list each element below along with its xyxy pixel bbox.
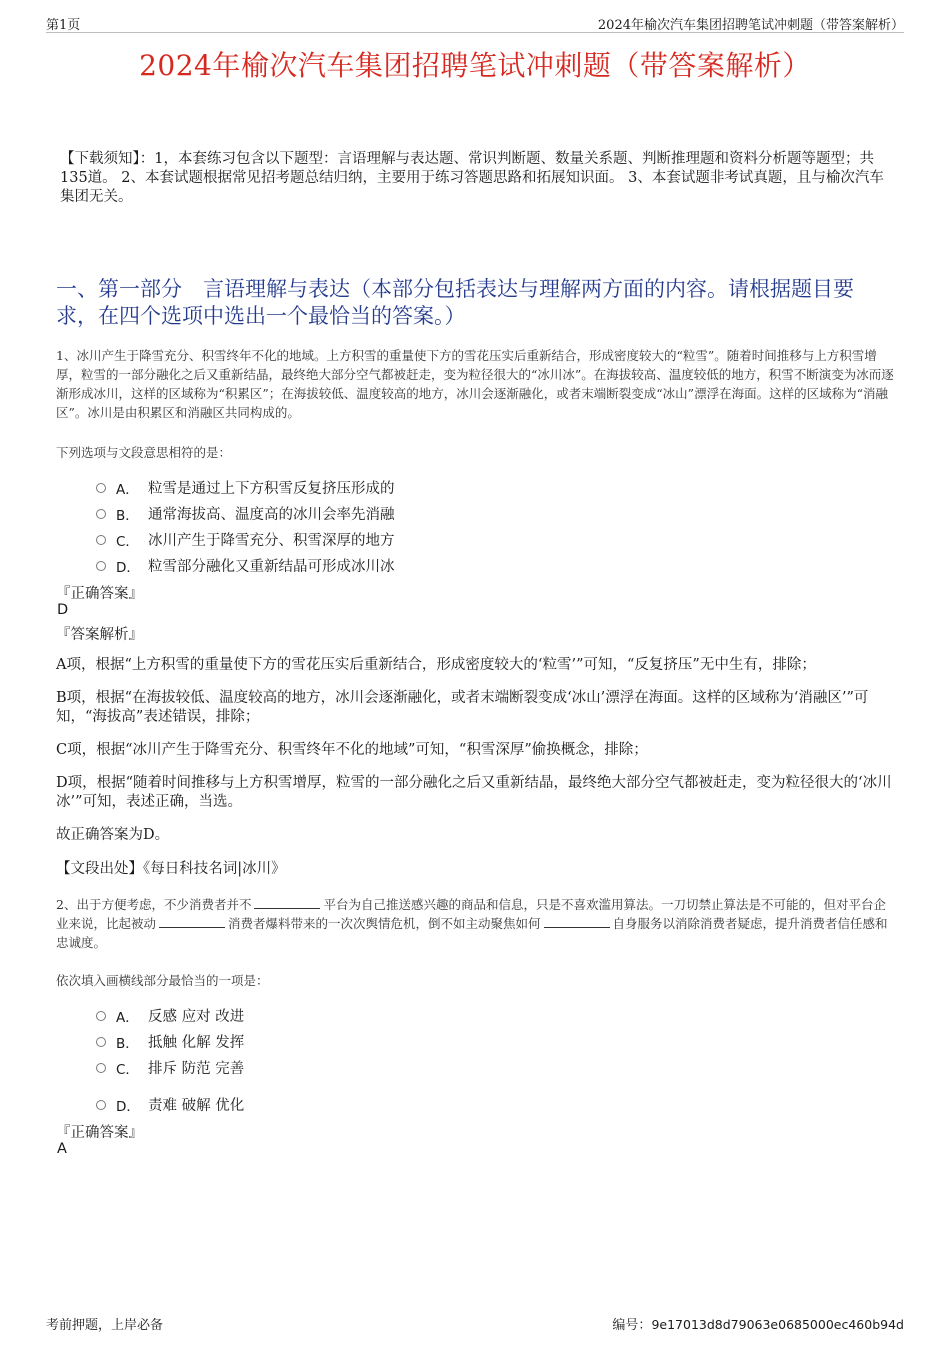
page-number: 第1页 bbox=[46, 18, 81, 33]
option-letter: C． bbox=[116, 1061, 139, 1078]
option-text: 抵触 化解 发挥 bbox=[148, 1035, 245, 1051]
question-1-prompt: 下列选项与文段意思相符的是： bbox=[56, 445, 232, 460]
footer-code-label: 编号： bbox=[612, 1318, 652, 1333]
header-doc-title: 2024年榆次汽车集团招聘笔试冲刺题（带答案解析） bbox=[597, 18, 904, 33]
q1-option-d[interactable] bbox=[96, 555, 395, 576]
document-title: 2024年榆次汽车集团招聘笔试冲刺题（带答案解析） bbox=[139, 49, 811, 82]
q1-analysis-a: A项，根据“上方积雪的重量使下方的雪花压实后重新结合，形成密度较大的‘粒雪’”可知，“反复挤压”无中生有，排除； bbox=[56, 657, 816, 673]
option-letter: B． bbox=[116, 1035, 139, 1052]
radio-icon[interactable] bbox=[96, 1037, 106, 1047]
radio-icon[interactable] bbox=[96, 509, 106, 519]
option-text: 通常海拔高、温度高的冰川会率先消融 bbox=[148, 507, 395, 523]
fill-blank-3[interactable] bbox=[544, 916, 610, 928]
q1-analysis-c: C项，根据“冰川产生于降雪充分、积雪终年不化的地域”可知，“积雪深厚”偷换概念，排除； bbox=[56, 742, 648, 758]
option-letter: B． bbox=[116, 507, 139, 524]
fill-blank-2[interactable] bbox=[159, 916, 225, 928]
option-letter: C． bbox=[116, 533, 139, 550]
radio-icon[interactable] bbox=[96, 1100, 106, 1110]
option-text: 粒雪部分融化又重新结晶可形成冰川冰 bbox=[148, 559, 395, 575]
q1-analysis-d: D项，根据“随着时间推移与上方积雪增厚，粒雪的一部分融化之后又重新结晶，最终绝大部分空气都被赶走，变为粒径很大的‘冰川冰’”可知，表述正确，当选。 bbox=[56, 775, 892, 810]
q1-answer: D bbox=[57, 602, 69, 618]
footer-code-value: 9e17013d8d79063e0685000ec460b94d bbox=[651, 1317, 904, 1332]
page-header bbox=[46, 14, 904, 33]
q2-option-c[interactable] bbox=[96, 1057, 244, 1078]
q2-option-b[interactable] bbox=[96, 1031, 244, 1052]
radio-icon[interactable] bbox=[96, 1063, 106, 1073]
option-text: 排斥 防范 完善 bbox=[148, 1061, 245, 1077]
option-letter: A． bbox=[116, 481, 139, 498]
q1-analysis-b: B项，根据“在海拔较低、温度较高的地方，冰川会逐渐融化，或者末端断裂变成‘冰山’漂浮在海面。这样的区域称为‘消融区’”可知，“海拔高”表述错误，排除； bbox=[56, 690, 869, 725]
q2-option-a[interactable] bbox=[96, 1005, 244, 1026]
fill-blank-1[interactable] bbox=[254, 897, 320, 909]
radio-icon[interactable] bbox=[96, 561, 106, 571]
radio-icon[interactable] bbox=[96, 535, 106, 545]
download-notice: 【下载须知】：1，本套练习包含以下题型：言语理解与表达题、常识判断题、数量关系题、判断推理题和资料分析题等题型；共135道。 2、本套试题根据常见招考题总结归纳，主要用于练习答题思路和拓展知识面。 3、本套试题非考试真题，且与榆次汽车集团无关。 bbox=[60, 151, 884, 205]
footer-slogan: 考前押题，上岸必备 bbox=[46, 1318, 164, 1333]
q1-option-b[interactable] bbox=[96, 503, 395, 524]
q2-option-d[interactable] bbox=[96, 1094, 244, 1115]
radio-icon[interactable] bbox=[96, 483, 106, 493]
q2-text-part2: 平台为自己推送感兴趣的商品和信息，只是不喜欢滥用算法。一刀切禁止算法是不可能的，但对平台企业来说，比起被动 bbox=[56, 897, 886, 931]
q1-answer-label: 『正确答案』 bbox=[56, 586, 143, 602]
q1-source: 【文段出处】《每日科技名词|冰川》 bbox=[56, 861, 286, 877]
option-text: 反感 应对 改进 bbox=[148, 1009, 245, 1025]
q2-answer-label: 『正确答案』 bbox=[56, 1125, 143, 1141]
option-letter: D． bbox=[116, 1098, 140, 1115]
question-2-prompt: 依次填入画横线部分最恰当的一项是： bbox=[56, 973, 269, 988]
section-heading: 一、第一部分 言语理解与表达（本部分包括表达与理解两方面的内容。请根据题目要求，在四个选项中选出一个最恰当的答案。） bbox=[56, 277, 854, 328]
q2-answer: A bbox=[57, 1141, 67, 1157]
question-1-text: 1、冰川产生于降雪充分、积雪终年不化的地域。上方积雪的重量使下方的雪花压实后重新结合，形成密度较大的“粒雪”。随着时间推移与上方积雪增厚，粒雪的一部分融化之后又重新结晶，最终绝大部分空气都被赶走，变为粒径很大的“冰川冰”。在海拔较高、温度较低的地方，积雪不断演变为冰而逐渐形成冰川，这样的区域称为“积累区”；在海拔较低、温度较高的地方，冰川会逐渐融化，或者末端断裂变成“冰山”漂浮在海面。这样的区域称为“消融区”。冰川是由积累区和消融区共同构成的。 bbox=[56, 348, 894, 420]
q2-text-part4: 自身服务以消除消费者疑虑，提升消费者信任感和忠诚度。 bbox=[56, 916, 888, 950]
q1-analysis-label: 『答案解析』 bbox=[56, 627, 143, 643]
footer-code bbox=[612, 1314, 904, 1333]
radio-icon[interactable] bbox=[96, 1011, 106, 1021]
q2-text-part3: 消费者爆料带来的一次次舆情危机，倒不如主动聚焦如何 bbox=[228, 916, 541, 931]
option-text: 责难 破解 优化 bbox=[148, 1098, 245, 1114]
option-letter: A． bbox=[116, 1009, 139, 1026]
q1-option-a[interactable] bbox=[96, 477, 395, 498]
q1-option-c[interactable] bbox=[96, 529, 395, 550]
option-text: 粒雪是通过上下方积雪反复挤压形成的 bbox=[148, 481, 395, 497]
option-text: 冰川产生于降雪充分、积雪深厚的地方 bbox=[148, 533, 395, 549]
question-2-text bbox=[56, 895, 898, 952]
q2-text-part1: 2、出于方便考虑，不少消费者并不 bbox=[56, 897, 252, 912]
option-letter: D． bbox=[116, 559, 140, 576]
q1-conclusion: 故正确答案为D。 bbox=[56, 827, 170, 843]
